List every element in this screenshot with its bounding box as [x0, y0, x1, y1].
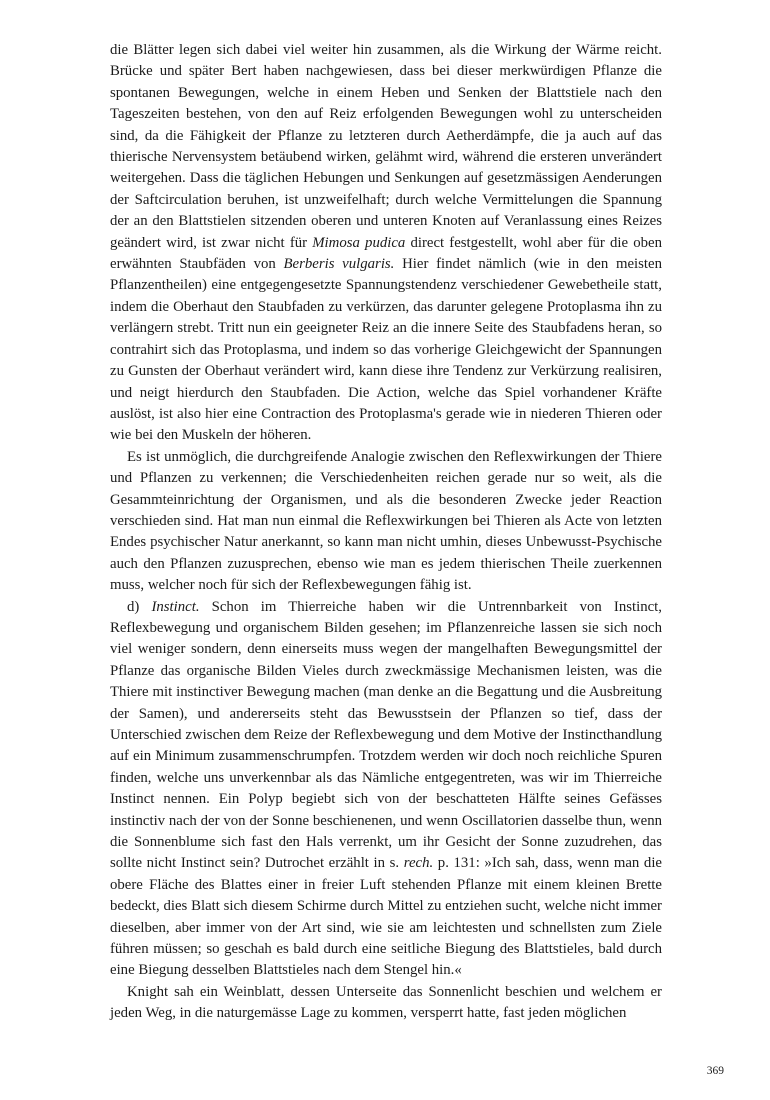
italic-text-run: rech. [403, 855, 434, 872]
text-run: direct festgestellt, wohl aber für die oben erwähnten Staubfäden von [110, 234, 662, 273]
text-run: p. 131: »Ich sah, dass, wenn man die obere Fläche des Blattes einer in freier Luft stehenden Pflanze mit einem kleinen Brette bedeckt, dies Blatt sich diesem Schirme durch Mittel zu entziehen sucht, welche nicht immer dieselben, aber immer von der Art sind, wie sie am leichtesten und schnellsten zum Ziele führen müssen; so geschah es bald durch eine seitliche Biegung des Blattstieles, bald durch eine Biegung desselben Blattstieles nach dem Stengel hin.« [110, 855, 662, 979]
paragraph [110, 447, 662, 597]
paragraph [110, 982, 662, 1025]
text-block [110, 40, 662, 1025]
text-run: d) [127, 598, 152, 615]
page-number: 369 [706, 1065, 724, 1077]
paragraph [110, 597, 662, 982]
text-run: Hier findet nämlich (wie in den meisten Pflanzentheilen) eine entgegengesetzte Spannungstendenz verschiedener Gewebetheile statt, indem die Oberhaut den Staubfaden zu verkürzen, das darunter gelegene Protoplasma ihn zu verlängern strebt. Tritt nun ein geeigneter Reiz an die innere Seite des Staubfadens heran, so contrahirt sich das Protoplasma, und indem so das vorherige Gleichgewicht der Spannungen zu Gunsten der Oberhaut verändert wird, kann diese ihre Tendenz zur Verkürzung realisiren, und neigt hierdurch den Staubfaden. Die Action, welche das Spiel vorhandener Kräfte auslöst, ist also hier eine Contraction des Protoplasma's gerade wie in niederen Thieren oder wie bei den Muskeln der höheren. [110, 256, 663, 444]
text-run: Schon im Thierreiche haben wir die Untrennbarkeit von Instinct, Reflexbewegung und organischem Bilden gesehen; im Pflanzenreiche lassen sie sich noch viel weniger sondern, denn einerseits muss wegen der mangelhaften Bewegungsmittel der Pflanze das organische Bilden Vieles durch zweckmässige Mechanismen leisten, was die Thiere mit instinctiver Bewegung machen (man denke an die Begattung und die Ausbreitung der Samen), und andererseits steht das Bewusstsein der Pflanzen so tief, dass der Unterschied zwischen dem Reize der Reflexbewegung und dem Motive der Instincthandlung auf ein Minimum zusammenschrumpfen. Trotzdem werden wir doch noch reichliche Spuren finden, welche uns unverkennbar als das Nämliche entgegentreten, was wir im Thierreiche Instinct nennen. Ein Polyp begiebt sich von der beschatteten Hälfte seines Gefässes instinctiv nach der von der Sonne beschienenen, und wenn Oscillatorien dasselbe thun, wenn die Sonnenblume sich fast den Hals verrenkt, um ihr Gesicht der Sonne zuzudrehen, das sollte nicht Instinct sein? Dutrochet erzählt in s. [110, 598, 662, 872]
text-run: Es ist unmöglich, die durchgreifende Analogie zwischen den Reflexwirkungen der Thiere und Pflanzen zu verkennen; die Verschiedenheiten reichen gerade nur so weit, als die Gesammteinrichtung der Organismen, und als die besonderen Zwecke jeder Reaction verschieden sind. Hat man nun einmal die Reflexwirkungen bei Thieren als Acte von letzten Endes psychischer Natur anerkannt, so kann man nicht umhin, dieses Unbewusst-Psychische auch den Pflanzen zuzusprechen, ebenso wie man es jedem thierischen Theile zuerkennen muss, welcher noch für sich der Reflexbewegungen fähig ist. [110, 448, 662, 594]
italic-text-run: Mimosa pudica [312, 234, 406, 251]
italic-text-run: Berberis vulgaris. [283, 256, 395, 273]
paragraph [110, 40, 662, 447]
italic-text-run: Instinct. [151, 598, 200, 615]
text-run: Knight sah ein Weinblatt, dessen Unterseite das Sonnenlicht beschien und welchem er jeden Weg, in die naturgemässe Lage zu kommen, versperrt hatte, fast jeden möglichen [110, 983, 662, 1022]
text-run: die Blätter legen sich dabei viel weiter hin zusammen, als die Wirkung der Wärme reicht. Brücke und später Bert haben nachgewiesen, dass bei dieser merkwürdigen Pflanze die spontanen Bewegungen, welche in einem Heben und Senken der Blattstiele nach den Tageszeiten bestehen, von den auf Reiz erfolgenden Bewegungen wohl zu unterscheiden sind, da die Fähigkeit der Pflanze zu letzteren durch Aetherdämpfe, die ja auch auf das thierische Nervensystem betäubend wirken, gelähmt wird, während die ersteren unverändert weitergehen. Dass die täglichen Hebungen und Senkungen auf gesetzmässigen Aenderungen der Saftcirculation beruhen, ist unzweifelhaft; durch welche Vermittelungen die Spannung der an den Blattstielen sitzenden oberen und unteren Knoten auf Veranlassung eines Reizes geändert wird, ist zwar nicht für [110, 42, 662, 251]
